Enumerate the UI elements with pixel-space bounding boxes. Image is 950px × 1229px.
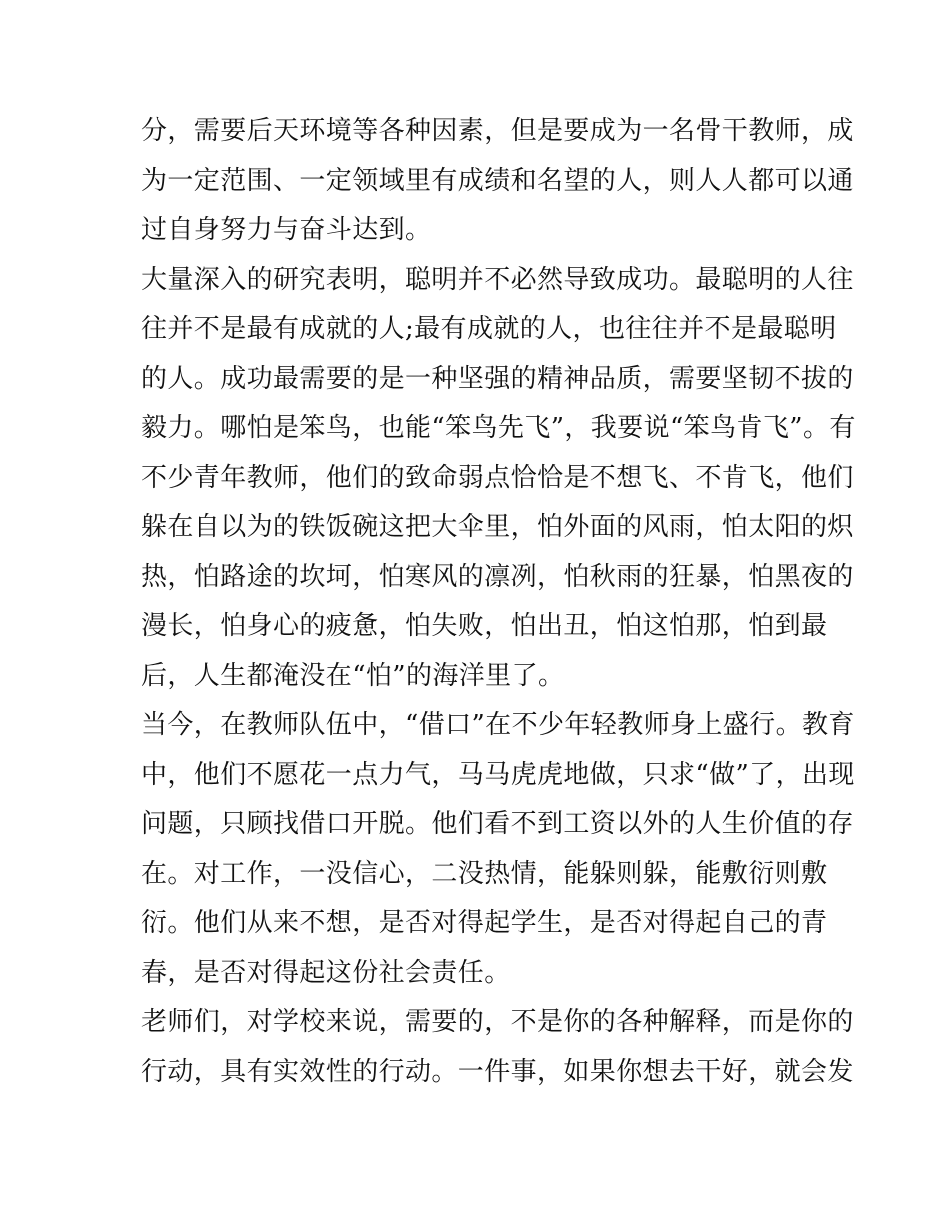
text-line: 衍。他们从来不想，是否对得起学生，是否对得起自己的青	[141, 908, 828, 938]
text-line: 春，是否对得起这份社会责任。	[141, 957, 511, 988]
text-line: 过自身努力与奋斗达到。	[141, 215, 432, 245]
text-line: 中，他们不愿花一点力气，马马虎虎地做，只求“做”了，出现	[141, 759, 855, 790]
text-line: 后，人生都淹没在“怕”的海洋里了。	[141, 660, 565, 691]
text-line: 毅力。哪怕是笨鸟，也能“笨鸟先飞”，我要说“笨鸟肯飞”。有	[141, 413, 856, 443]
paragraph-4	[141, 998, 854, 1097]
body-text	[141, 107, 856, 1097]
text-line: 问题，只顾找借口开脱。他们看不到工资以外的人生价值的存	[141, 809, 854, 839]
text-line: 老师们，对学校来说，需要的，不是你的各种解释，而是你的	[141, 1007, 854, 1037]
text-line: 漫长，怕身心的疲惫，怕失败，怕出丑，怕这怕那，怕到最	[141, 611, 828, 641]
paragraph-1	[141, 107, 854, 256]
text-line: 大量深入的研究表明，聪明并不必然导致成功。最聪明的人往	[141, 264, 854, 295]
text-line: 为一定范围、一定领域里有成绩和名望的人，则人人都可以通	[141, 165, 854, 196]
text-line: 往并不是最有成就的人;最有成就的人，也往往并不是最聪明	[141, 314, 837, 344]
text-line: 热，怕路途的坎坷，怕寒风的凛冽，怕秋雨的狂暴，怕黑夜的	[141, 561, 854, 592]
text-line: 在。对工作，一没信心，二没热情，能躲则躲，能敷衍则敷	[141, 858, 828, 889]
paragraph-2	[141, 256, 856, 702]
text-line: 不少青年教师，他们的致命弱点恰恰是不想飞、不肯飞，他们	[141, 462, 854, 493]
text-line: 当今，在教师队伍中，“借口”在不少年轻教师身上盛行。教育	[141, 710, 855, 740]
text-line: 行动，具有实效性的行动。一件事，如果你想去干好，就会发	[141, 1056, 854, 1087]
text-line: 的人。成功最需要的是一种坚强的精神品质，需要坚韧不拔的	[141, 363, 854, 394]
text-line: 分，需要后天环境等各种因素，但是要成为一名骨干教师，成	[141, 116, 854, 146]
text-line: 躲在自以为的铁饭碗这把大伞里，怕外面的风雨，怕太阳的炽	[141, 512, 854, 542]
paragraph-3	[141, 701, 855, 998]
